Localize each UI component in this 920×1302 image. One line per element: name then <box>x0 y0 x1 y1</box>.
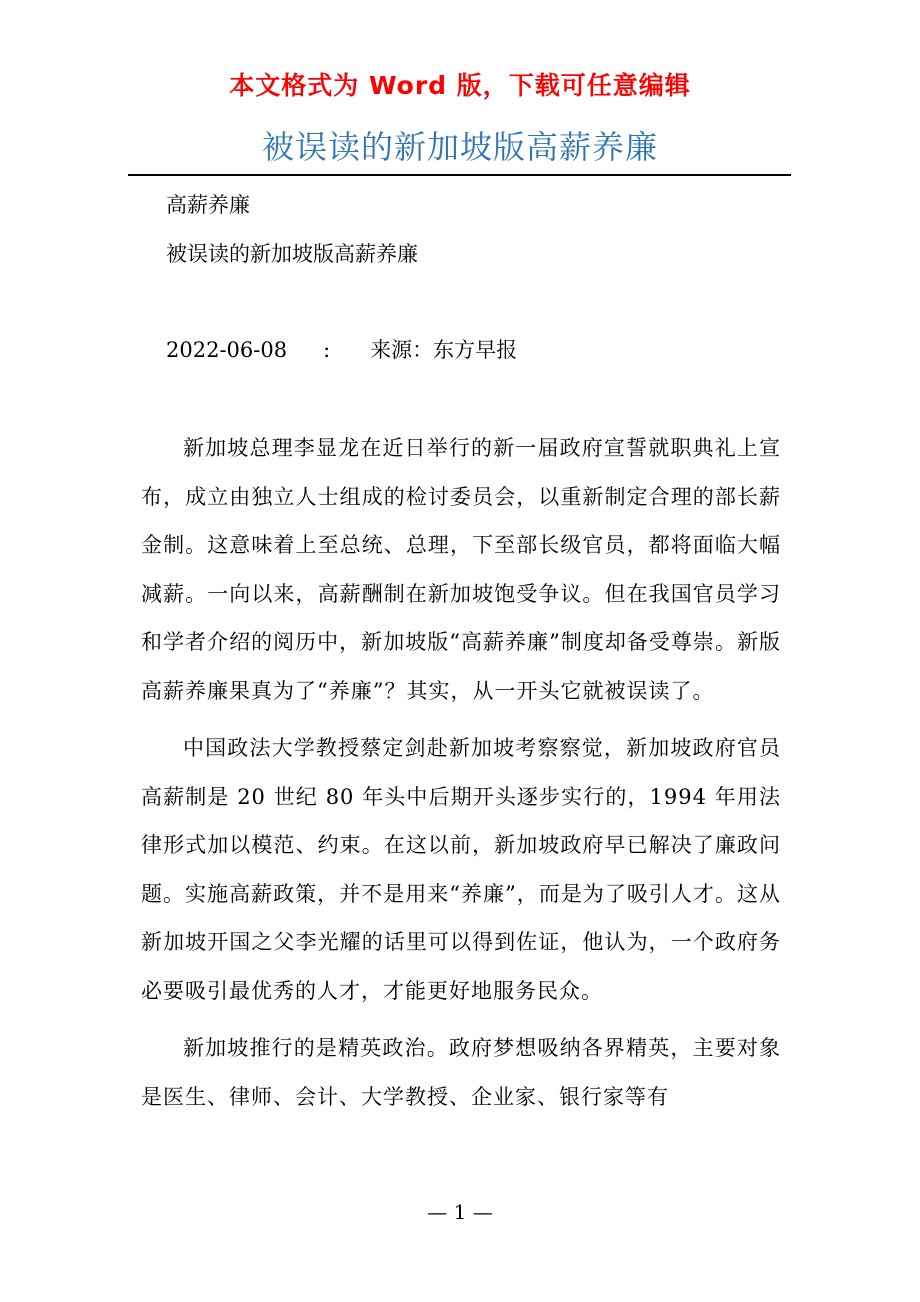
download-banner: 本文格式为 Word 版，下载可任意编辑 <box>229 71 691 100</box>
paragraph: 新加坡推行的是精英政治。政府梦想吸纳各界精英，主要对象是医生、律师、会计、大学教授、企业家、银行家等有 <box>141 1036 781 1109</box>
keyword-line: 高薪养廉 <box>166 193 250 217</box>
paragraph: 中国政法大学教授蔡定剑赴新加坡考察察觉，新加坡政府官员高薪制是 20 世纪 80 年头中后期开头逐步实行的，1994 年用法律形式加以模范、约束。在这以前，新加坡政府早已解决了廉政问题。实施高薪政策，并不是用来“养廉”，而是为了吸引人才。这从新加坡开国之父李光耀的话里可以得到佐证，他认为，一个政府务必要吸引最优秀的人才，才能更好地服务民众。 <box>141 736 781 1003</box>
subtitle-line: 被误读的新加坡版高薪养廉 <box>166 242 418 266</box>
date-separator: : <box>323 338 331 362</box>
publish-date: 2022-06-08 <box>166 338 288 362</box>
paragraph: 新加坡总理李显龙在近日举行的新一届政府宣誓就职典礼上宣布，成立由独立人士组成的检讨委员会，以重新制定合理的部长薪金制。这意味着上至总统、总理，下至部长级官员，都将面临大幅减薪。一向以来，高薪酬制在新加坡饱受争议。但在我国官员学习和学者介绍的阅历中，新加坡版“高薪养廉”制度却备受尊崇。新版高薪养廉果真为了“养廉”？其实，从一开头它就被误读了。 <box>141 436 781 703</box>
article-body <box>141 424 781 1130</box>
source-label: 来源：东方早报 <box>370 338 518 362</box>
date-source-line <box>166 335 517 365</box>
document-title: 被误读的新加坡版高薪养廉 <box>261 128 658 166</box>
title-divider <box>128 174 791 176</box>
page-number: — 1 — <box>427 1200 493 1224</box>
